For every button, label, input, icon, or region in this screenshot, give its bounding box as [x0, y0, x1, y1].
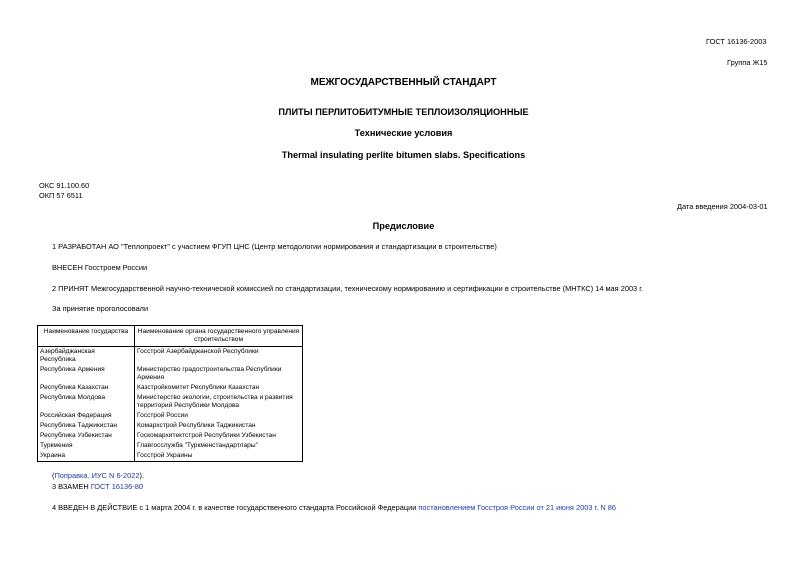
table-cell-authority: Госкомархитектстрой Республики Узбекистан	[135, 431, 303, 441]
preface-item-3	[52, 482, 143, 491]
table-cell-authority: Главгосслужба "Туркменстандартлары"	[135, 441, 303, 451]
document-subtitle: Технические условия	[354, 128, 453, 138]
table-cell-state: Республика Узбекистан	[38, 431, 135, 441]
preface-item-1: 1 РАЗРАБОТАН АО "Теплопроект" с участием ФГУП ЦНС (Центр методологии нормирования и стандартизации в строительстве)	[52, 242, 497, 251]
doc-number: ГОСТ 16136-2003	[706, 37, 767, 46]
okp-code: ОКП 57 6511	[39, 191, 83, 200]
table-cell-authority: Министерство градостроительства Республики Армения	[135, 365, 303, 383]
table-cell-state: Республика Молдова	[38, 393, 135, 411]
voting-table	[37, 325, 303, 462]
preface-item-4	[52, 503, 616, 512]
table-row	[38, 421, 303, 431]
table-header-row	[38, 326, 303, 347]
table-header-authority: Наименование органа государственного управления строительством	[135, 326, 303, 347]
replaces-text: 3 ВЗАМЕН	[52, 482, 91, 491]
enacted-text: 4 ВВЕДЕН В ДЕЙСТВИЕ с 1 марта 2004 г. в качестве государственного стандарта Российской Федерации	[52, 503, 419, 512]
table-row	[38, 431, 303, 441]
table-cell-state: Украина	[38, 451, 135, 462]
table-cell-state: Республика Казахстан	[38, 383, 135, 393]
amendment-close: ).	[139, 471, 144, 480]
table-cell-authority: Министерство экологии, строительства и развития территорий Республики Молдова	[135, 393, 303, 411]
table-header-state: Наименование государства	[38, 326, 135, 347]
preface-heading: Предисловие	[372, 221, 435, 231]
table-row	[38, 383, 303, 393]
preface-item-2: 2 ПРИНЯТ Межгосударственной научно-технической комиссией по стандартизации, техническому нормированию и сертификации в строительстве (МНТКС) 14 мая 2003 г.	[52, 284, 644, 293]
replaced-standard-link[interactable]: ГОСТ 16136-80	[90, 482, 143, 491]
table-cell-authority: Комархстрой Республики Таджикистан	[135, 421, 303, 431]
document-title: ПЛИТЫ ПЕРЛИТОБИТУМНЫЕ ТЕПЛОИЗОЛЯЦИОННЫЕ	[278, 107, 529, 117]
english-title: Thermal insulating perlite bitumen slabs. Specifications	[281, 150, 526, 160]
table-cell-state: Азербайджанская Республика	[38, 347, 135, 366]
table-cell-state: Туркмения	[38, 441, 135, 451]
table-cell-authority: Госстрой России	[135, 411, 303, 421]
amendment-note	[52, 471, 144, 480]
table-row	[38, 411, 303, 421]
table-cell-state: Республика Таджикистан	[38, 421, 135, 431]
preface-voted: За принятие проголосовали	[52, 304, 149, 313]
intro-date: Дата введения 2004-03-01	[677, 202, 768, 211]
table-row	[38, 451, 303, 462]
table-row	[38, 393, 303, 411]
table-row	[38, 347, 303, 366]
group-label: Группа Ж15	[727, 58, 768, 67]
table-cell-authority: Казстройкомитет Республики Казахстан	[135, 383, 303, 393]
table-cell-authority: Госстрой Азербайджанской Республики	[135, 347, 303, 366]
table-row	[38, 365, 303, 383]
table-cell-state: Республика Армения	[38, 365, 135, 383]
resolution-link[interactable]: постановлением Госстроя России от 21 июня 2003 г. N 86	[418, 503, 616, 512]
standard-type-heading: МЕЖГОСУДАРСТВЕННЫЙ СТАНДАРТ	[310, 77, 497, 88]
amendment-open: (	[52, 471, 55, 480]
amendment-link[interactable]: Поправка. ИУС N 6-2022	[54, 471, 140, 480]
oks-code: ОКС 91.100.60	[39, 181, 90, 190]
table-row	[38, 441, 303, 451]
table-cell-state: Российская Федерация	[38, 411, 135, 421]
preface-submitted: ВНЕСЕН Госстроем России	[52, 263, 148, 272]
table-cell-authority: Госстрой Украины	[135, 451, 303, 462]
